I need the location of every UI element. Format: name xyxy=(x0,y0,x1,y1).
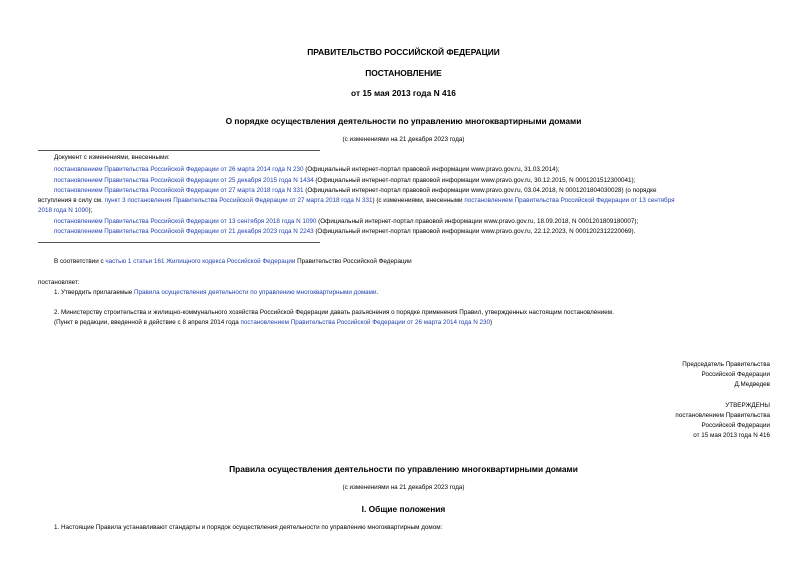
rules-point-1: 1. Настоящие Правила устанавливают стандарты и порядок осуществления деятельности по управлению многоквартирным домом: xyxy=(54,524,443,531)
change-link-2[interactable]: постановлением Правительства Российской Федерации от 25 декабря 2015 года N 1434 xyxy=(54,177,314,184)
change-item-3-line-2 xyxy=(38,197,675,205)
change-item-3-line-3 xyxy=(38,207,92,215)
top-divider xyxy=(38,150,320,151)
change-item-4 xyxy=(54,218,638,226)
change-3-note-text: вступления в силу см. xyxy=(38,197,105,204)
preamble-text-end: Правительство Российской Федерации xyxy=(295,258,412,265)
change-link-1[interactable]: постановлением Правительства Российской Федерации от 26 марта 2014 года N 230 xyxy=(54,166,304,173)
signature-title: Председатель Правительства xyxy=(682,361,770,368)
change-source-5: (Официальный интернет-портал правовой информации www.pravo.gov.ru, 22.12.2023, N 0001202312220069). xyxy=(313,228,636,235)
point-2-note-link[interactable]: постановлением Правительства Российской Федерации от 26 марта 2014 года N 230 xyxy=(240,319,491,326)
government-name: ПРАВИТЕЛЬСТВО РОССИЙСКОЙ ФЕДЕРАЦИИ xyxy=(307,47,500,57)
approved-by: постановлением Правительства xyxy=(675,412,770,419)
signature-name: Д.Медведев xyxy=(734,381,770,388)
housing-code-link[interactable]: частью 1 статьи 161 Жилищного кодекса Российской Федерации xyxy=(105,258,296,265)
changes-intro: Документ с изменениями, внесенными: xyxy=(54,154,170,161)
rules-link[interactable]: Правила осуществления деятельности по управлению многоквартирными домами xyxy=(134,289,377,296)
resolves-label: постановляет: xyxy=(38,279,80,286)
approved-country: Российской Федерации xyxy=(701,422,770,429)
section-heading: I. Общие положения xyxy=(361,504,446,514)
rules-revision: (с изменениями на 21 декабря 2023 года) xyxy=(342,484,465,491)
change-item-5 xyxy=(54,228,635,236)
change-3-entry-into-force-link[interactable]: пункт 3 постановления Правительства Российской Федерации от 27 марта 2018 года N 331 xyxy=(104,197,373,204)
approved-label: УТВЕРЖДЕНЫ xyxy=(725,402,770,409)
signature-country: Российской Федерации xyxy=(701,371,770,378)
document-type: ПОСТАНОВЛЕНИЕ xyxy=(365,68,442,78)
decree-point-2: 2. Министерству строительства и жилищно-коммунального хозяйства Российской Федерации давать разъяснения о порядке применения Правил, утвержденных настоящим постановлением. xyxy=(54,309,614,316)
point-2-note-text: (Пункт в редакции, введенной в действие с 8 апреля 2014 года xyxy=(54,319,241,326)
point-2-note-end: ) xyxy=(490,319,493,326)
change-link-4[interactable]: постановлением Правительства Российской Федерации от 13 сентября 2018 года N 1090 xyxy=(54,218,317,225)
change-3-note-mid: ) (с изменениями, внесенными xyxy=(372,197,465,204)
document-date: от 15 мая 2013 года N 416 xyxy=(351,88,456,98)
decree-point-1 xyxy=(54,289,378,297)
rules-title: Правила осуществления деятельности по управлению многоквартирными домами xyxy=(229,464,578,474)
revision-note: (с изменениями на 21 декабря 2023 года) xyxy=(342,136,465,143)
change-item-3 xyxy=(54,187,656,195)
change-link-5[interactable]: постановлением Правительства Российской Федерации от 21 декабря 2023 года N 2243 xyxy=(54,228,314,235)
point-1-text: 1. Утвердить прилагаемые xyxy=(54,289,134,296)
bottom-divider xyxy=(38,242,320,243)
preamble xyxy=(54,258,412,266)
change-3-amendment-link-cont[interactable]: 2018 года N 1090 xyxy=(38,207,89,214)
change-source-1: (Официальный интернет-портал правовой информации www.pravo.gov.ru, 31.03.2014); xyxy=(303,166,560,173)
preamble-text-start: В соответствии с xyxy=(54,258,106,265)
change-3-amendment-link[interactable]: постановлением Правительства Российской Федерации от 13 сентября xyxy=(464,197,675,204)
change-source-3: (Официальный интернет-портал правовой информации www.pravo.gov.ru, 03.04.2018, N 0001201804030028) (о порядке xyxy=(303,187,657,194)
change-link-3[interactable]: постановлением Правительства Российской Федерации от 27 марта 2018 года N 331 xyxy=(54,187,304,194)
change-3-note-end: ); xyxy=(88,207,93,214)
change-source-2: (Официальный интернет-портал правовой информации www.pravo.gov.ru, 30.12.2015, N 0001201512300041); xyxy=(313,177,636,184)
document-title: О порядке осуществления деятельности по управлению многоквартирными домами xyxy=(225,116,582,126)
approved-date: от 15 мая 2013 года N 416 xyxy=(693,432,770,439)
decree-point-2-note xyxy=(54,319,492,327)
point-1-end: . xyxy=(376,289,379,296)
change-item-2 xyxy=(54,177,635,185)
change-source-4: (Официальный интернет-портал правовой информации www.pravo.gov.ru, 18.09.2018, N 0001201809180007); xyxy=(316,218,639,225)
change-item-1 xyxy=(54,166,560,174)
